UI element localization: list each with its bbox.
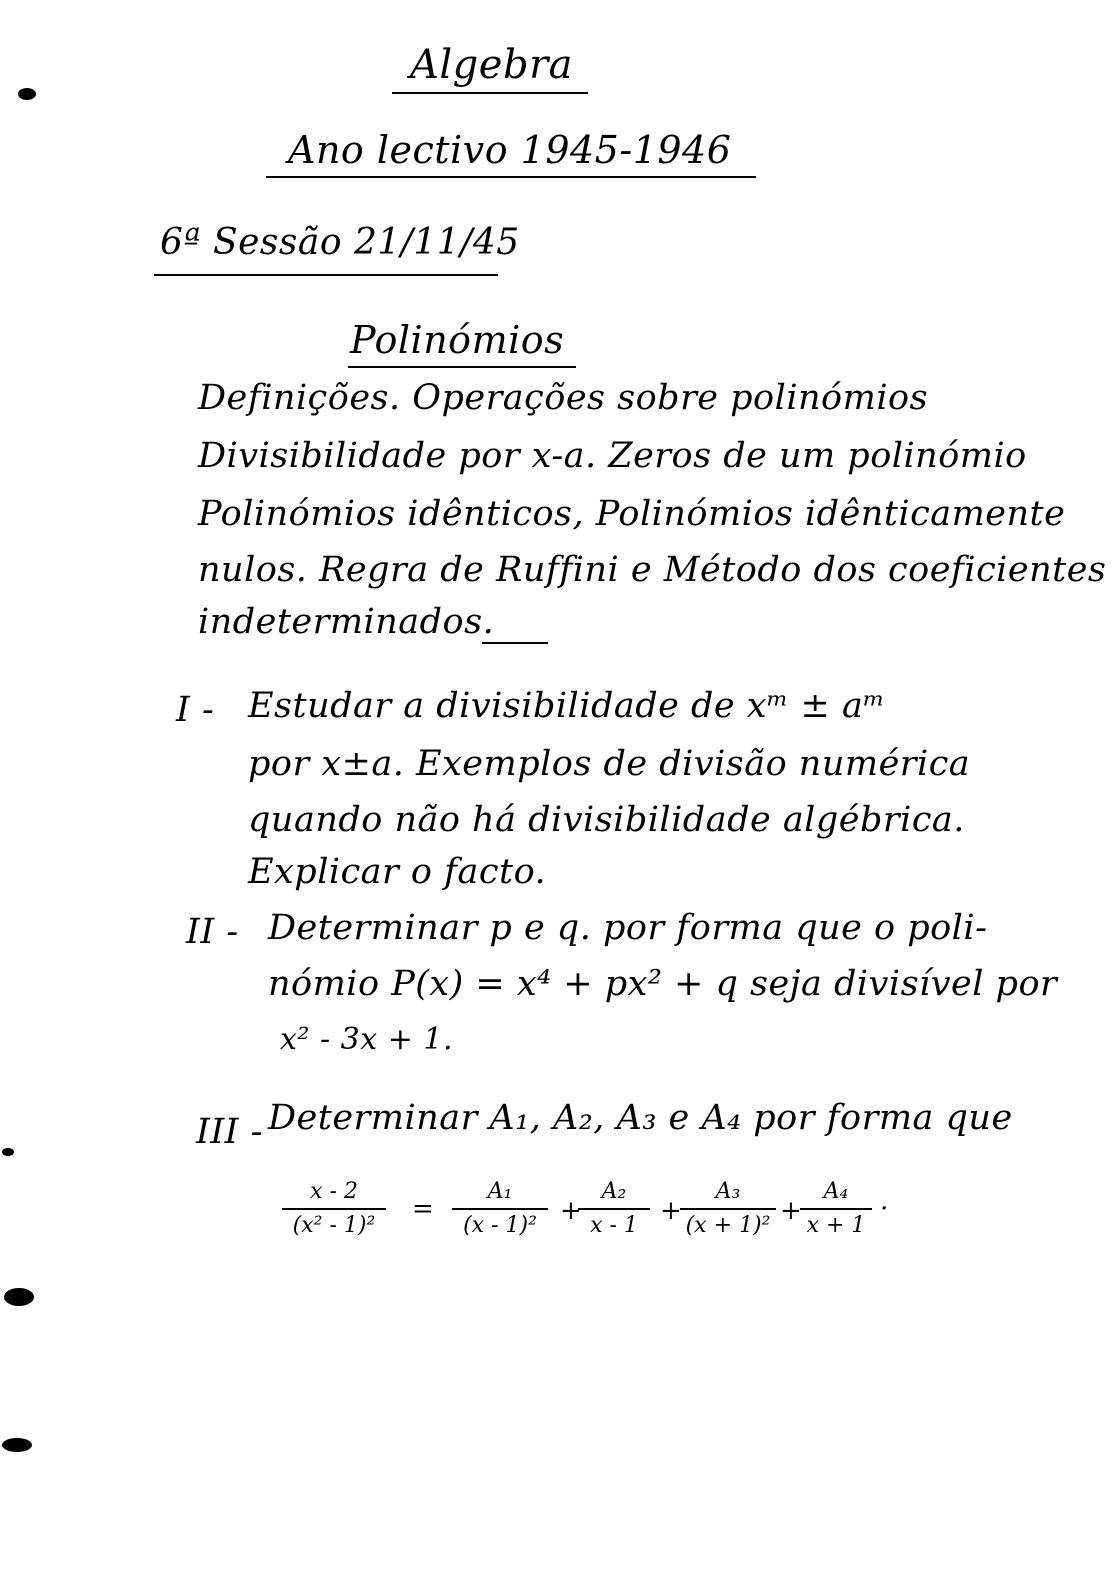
session-underline (154, 274, 498, 276)
fraction-denominator: (x² - 1)² (292, 1213, 376, 1238)
topic-line: nulos. Regra de Ruffini e Método dos coeficientes (198, 550, 1107, 590)
plus-sign: + (660, 1196, 682, 1226)
fraction-denominator: x - 1 (590, 1213, 638, 1238)
lhs-fraction (282, 1178, 386, 1240)
exercise-line: Estudar a divisibilidade de xᵐ ± aᵐ (248, 686, 886, 726)
exercise-line: quando não há divisibilidade algébrica. (248, 800, 965, 840)
topic-underline (348, 366, 576, 368)
fraction-numerator: A₂ (601, 1179, 627, 1204)
topic-line: Definições. Operações sobre polinómios (198, 378, 929, 418)
fraction-denominator: (x + 1)² (685, 1213, 771, 1238)
school-year-underline (266, 176, 756, 178)
exercise-line: nómio P(x) = x⁴ + px² + q seja divisível por (268, 964, 1058, 1004)
exercise-line: x² - 3x + 1. (280, 1022, 453, 1057)
exercise-numeral: II - (186, 912, 239, 952)
fraction-bar (282, 1208, 386, 1210)
term-fraction (800, 1178, 872, 1240)
fraction-numerator: A₄ (823, 1179, 849, 1204)
school-year: Ano lectivo 1945-1946 (288, 128, 732, 172)
final-period: . (880, 1186, 889, 1216)
fraction-numerator: A₃ (715, 1179, 741, 1204)
punch-hole-mark (2, 1148, 14, 1156)
session-date: 6ª Sessão 21/11/45 (160, 222, 520, 263)
exercise-line: Explicar o facto. (248, 852, 547, 892)
plus-sign: + (560, 1196, 582, 1226)
term-fraction (680, 1178, 776, 1240)
plus-sign: + (780, 1196, 802, 1226)
title-underline (392, 92, 588, 94)
exercise-line: Determinar A₁, A₂, A₃ e A₄ por forma que (268, 1098, 1013, 1138)
punch-hole-mark (18, 88, 36, 100)
topic-line: indeterminados. (198, 602, 495, 642)
exercise-numeral: III - (196, 1112, 263, 1152)
topic-end-rule (482, 642, 548, 644)
fraction-bar (452, 1208, 548, 1210)
topic-heading: Polinómios (350, 318, 565, 362)
term-fraction (578, 1178, 650, 1240)
term-fraction (452, 1178, 548, 1240)
fraction-numerator: A₁ (487, 1179, 513, 1204)
fraction-denominator: x + 1 (806, 1213, 866, 1238)
punch-hole-mark (2, 1438, 32, 1452)
exercise-line: por x±a. Exemplos de divisão numérica (248, 744, 971, 784)
fraction-bar (800, 1208, 872, 1210)
topic-line: Polinómios idênticos, Polinómios idênticamente (198, 494, 1066, 534)
page-title: Algebra (410, 42, 574, 88)
topic-line: Divisibilidade por x-a. Zeros de um polinómio (198, 436, 1027, 476)
punch-hole-mark (4, 1288, 34, 1306)
exercise-numeral: I - (176, 690, 215, 730)
fraction-bar (578, 1208, 650, 1210)
equals-sign: = (412, 1194, 434, 1224)
fraction-numerator: x - 2 (310, 1179, 358, 1204)
fraction-bar (680, 1208, 776, 1210)
exercise-line: Determinar p e q. por forma que o poli- (268, 908, 988, 948)
fraction-denominator: (x - 1)² (463, 1213, 537, 1238)
